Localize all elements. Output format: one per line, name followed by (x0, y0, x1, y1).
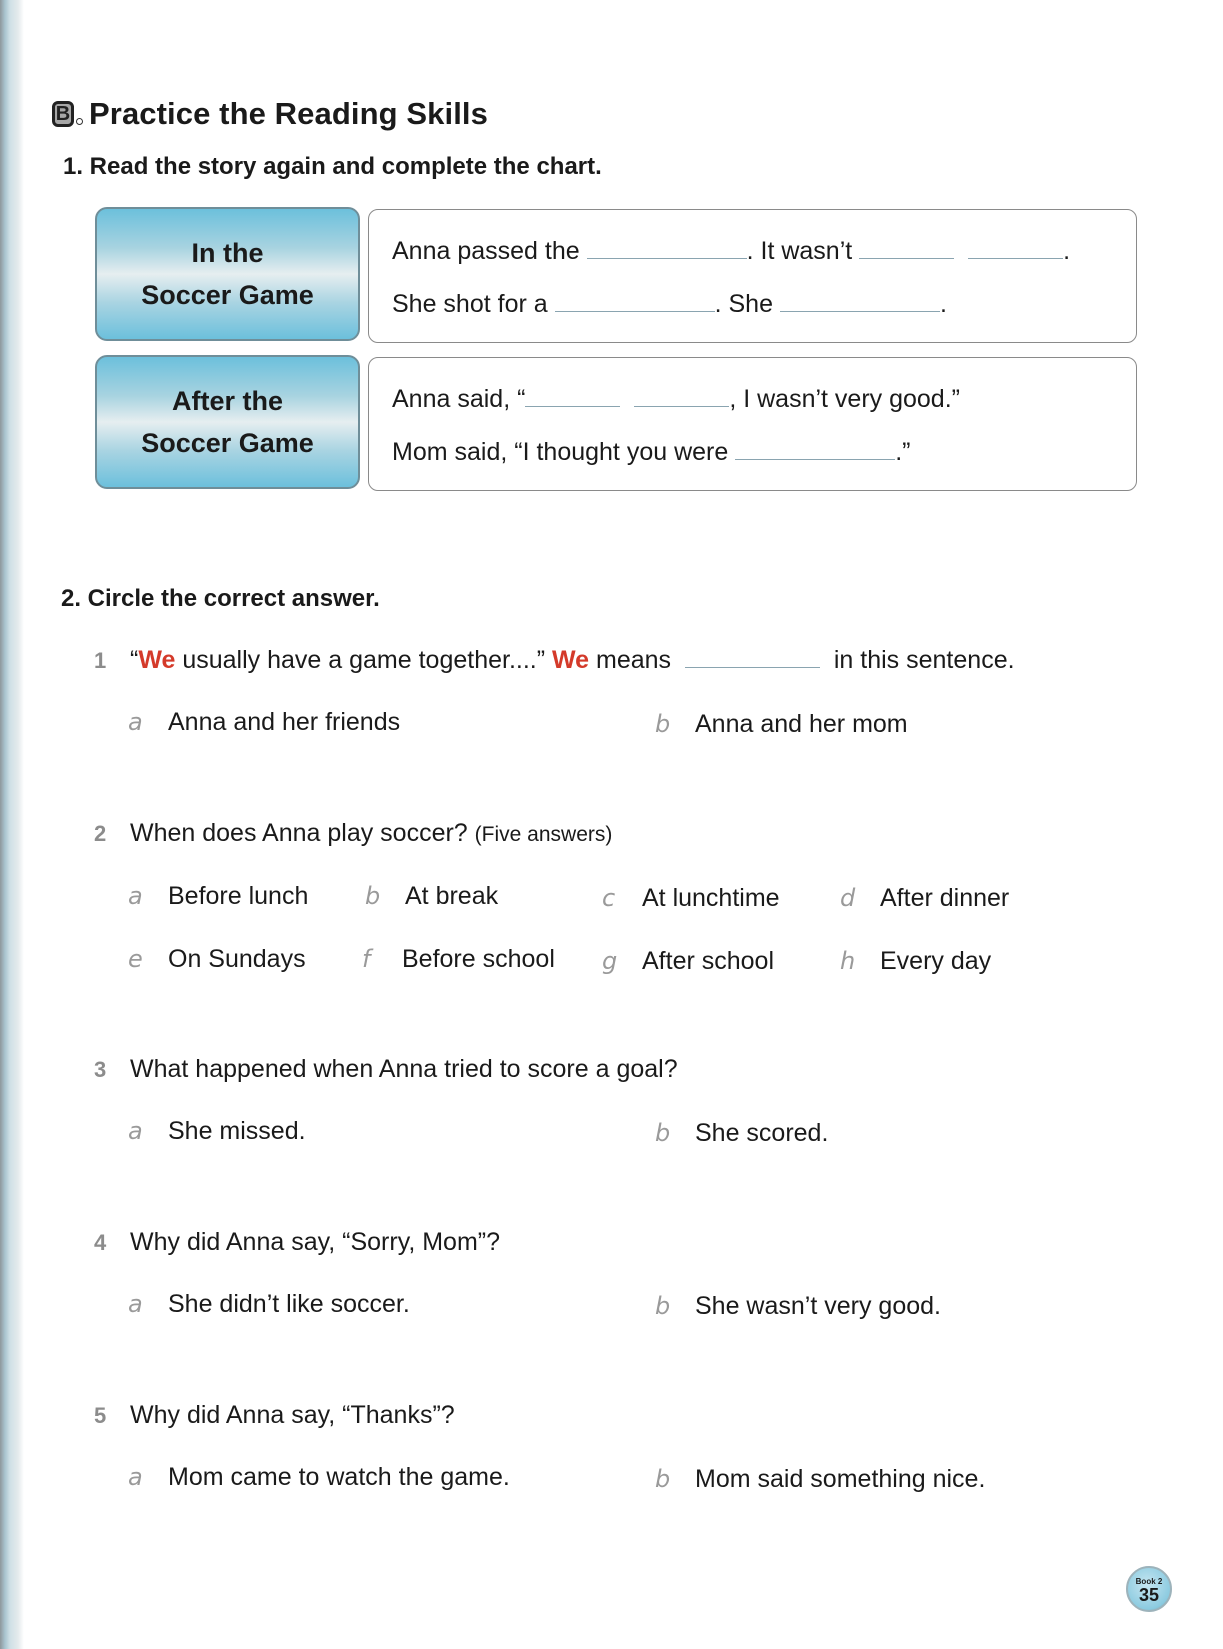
option-5b[interactable] (655, 1465, 985, 1494)
option-letter: b (655, 1119, 671, 1147)
option-2d[interactable] (840, 884, 1009, 913)
chart-sentence (392, 237, 1070, 266)
label-line-1: In the (191, 238, 264, 268)
option-letter: g (602, 947, 618, 975)
chart-sentence (392, 290, 947, 319)
question-5 (94, 1401, 455, 1430)
option-4a[interactable] (128, 1290, 410, 1319)
question-number: 2 (94, 821, 107, 846)
chart-row-after-game (95, 355, 1137, 489)
question-2 (94, 819, 612, 848)
option-letter: e (128, 945, 143, 973)
chart-content-in-game (368, 209, 1137, 343)
option-5a[interactable] (128, 1463, 510, 1492)
sentence-text: . It wasn’t (746, 237, 853, 265)
highlight-word: We (552, 646, 590, 674)
option-2a[interactable] (128, 882, 308, 911)
page-number-badge (1126, 1566, 1172, 1612)
fill-blank[interactable] (859, 240, 954, 259)
label-line-2: Soccer Game (141, 280, 314, 310)
question-3 (94, 1055, 678, 1084)
fill-blank[interactable] (735, 441, 895, 460)
option-3a[interactable] (128, 1117, 306, 1146)
option-text: Before school (402, 945, 555, 973)
question-text: Why did Anna say, “Sorry, Mom”? (130, 1228, 501, 1256)
question-text: means (589, 646, 672, 674)
question-note: (Five answers) (474, 823, 613, 846)
sentence-text: Anna said, “ (392, 385, 526, 413)
option-text: On Sundays (168, 945, 306, 973)
option-text: Anna and her friends (168, 708, 401, 736)
option-text: She missed. (168, 1117, 306, 1145)
option-2e[interactable] (128, 945, 306, 974)
label-line-2: Soccer Game (141, 428, 314, 458)
fill-blank[interactable] (968, 240, 1063, 259)
question-text: “ (130, 646, 139, 674)
sentence-text: . (939, 290, 947, 318)
badge-book-label: Book 2 (1135, 1576, 1163, 1586)
section-header (52, 96, 488, 132)
sentence-text: Mom said, “I thought you were (392, 438, 729, 466)
option-letter: c (602, 884, 616, 912)
option-text: After dinner (880, 884, 1010, 912)
question-4 (94, 1228, 500, 1257)
option-letter: a (128, 708, 143, 736)
highlight-word: We (138, 646, 176, 674)
option-1a[interactable] (128, 708, 400, 737)
section-letter-badge: B (52, 101, 74, 127)
chart-label-in-game (95, 207, 360, 341)
question-text: What happened when Anna tried to score a goal? (130, 1055, 678, 1083)
option-letter: d (840, 884, 856, 912)
question-text: in this sentence. (833, 646, 1015, 674)
option-2c[interactable] (602, 884, 780, 913)
label-line-1: After the (171, 386, 283, 416)
option-2h[interactable] (840, 947, 991, 976)
question-number: 1 (94, 648, 107, 673)
question-number: 3 (94, 1057, 107, 1082)
task-1-title: 1. Read the story again and complete the chart. (63, 153, 602, 180)
option-letter: a (128, 882, 143, 910)
sentence-text: , I wasn’t very good.” (729, 385, 960, 413)
fill-blank[interactable] (685, 649, 820, 668)
option-3b[interactable] (655, 1119, 828, 1148)
sentence-text: . She (714, 290, 773, 318)
question-text: Why did Anna say, “Thanks”? (130, 1401, 455, 1429)
sentence-text: .” (895, 438, 911, 466)
fill-blank[interactable] (525, 388, 620, 407)
option-letter: a (128, 1290, 143, 1318)
option-text: At break (405, 882, 499, 910)
section-dot-icon (76, 118, 83, 125)
chart-sentence (392, 385, 960, 414)
option-2b[interactable] (365, 882, 498, 911)
sentence-text: She shot for a (392, 290, 548, 318)
option-text: At lunchtime (642, 884, 780, 912)
option-2f[interactable] (362, 945, 555, 974)
option-text: Mom said something nice. (695, 1465, 986, 1493)
sentence-text: . (1063, 237, 1071, 265)
chart-row-in-game (95, 207, 1137, 341)
option-2g[interactable] (602, 947, 774, 976)
section-title: Practice the Reading Skills (89, 96, 488, 131)
option-letter: a (128, 1463, 143, 1491)
fill-blank[interactable] (555, 293, 715, 312)
question-number: 5 (94, 1403, 107, 1428)
chart-sentence (392, 438, 911, 467)
option-letter: b (655, 1292, 671, 1320)
option-letter: h (840, 947, 856, 975)
option-text: She scored. (695, 1119, 829, 1147)
option-text: After school (642, 947, 775, 975)
task-2-title: 2. Circle the correct answer. (61, 585, 380, 612)
option-letter: a (128, 1117, 143, 1145)
option-text: Mom came to watch the game. (168, 1463, 510, 1491)
question-text: usually have a game together....” (175, 646, 553, 674)
option-letter: b (365, 882, 381, 910)
page-spine-shadow (0, 0, 24, 1649)
option-text: She didn’t like soccer. (168, 1290, 410, 1318)
question-1 (94, 646, 1015, 675)
fill-blank[interactable] (587, 240, 747, 259)
fill-blank[interactable] (780, 293, 940, 312)
option-letter: b (655, 1465, 671, 1493)
option-letter: f (362, 945, 371, 973)
option-text: Every day (880, 947, 992, 975)
fill-blank[interactable] (634, 388, 729, 407)
question-number: 4 (94, 1230, 107, 1255)
chart-label-after-game (95, 355, 360, 489)
question-text: When does Anna play soccer? (130, 819, 468, 847)
option-letter: b (655, 710, 671, 738)
sentence-text: Anna passed the (392, 237, 580, 265)
option-text: She wasn’t very good. (695, 1292, 941, 1320)
option-text: Before lunch (168, 882, 309, 910)
option-1b[interactable] (655, 710, 908, 739)
option-text: Anna and her mom (695, 710, 908, 738)
page-number: 35 (1138, 1584, 1160, 1605)
chart-content-after-game (368, 357, 1137, 491)
option-4b[interactable] (655, 1292, 941, 1321)
